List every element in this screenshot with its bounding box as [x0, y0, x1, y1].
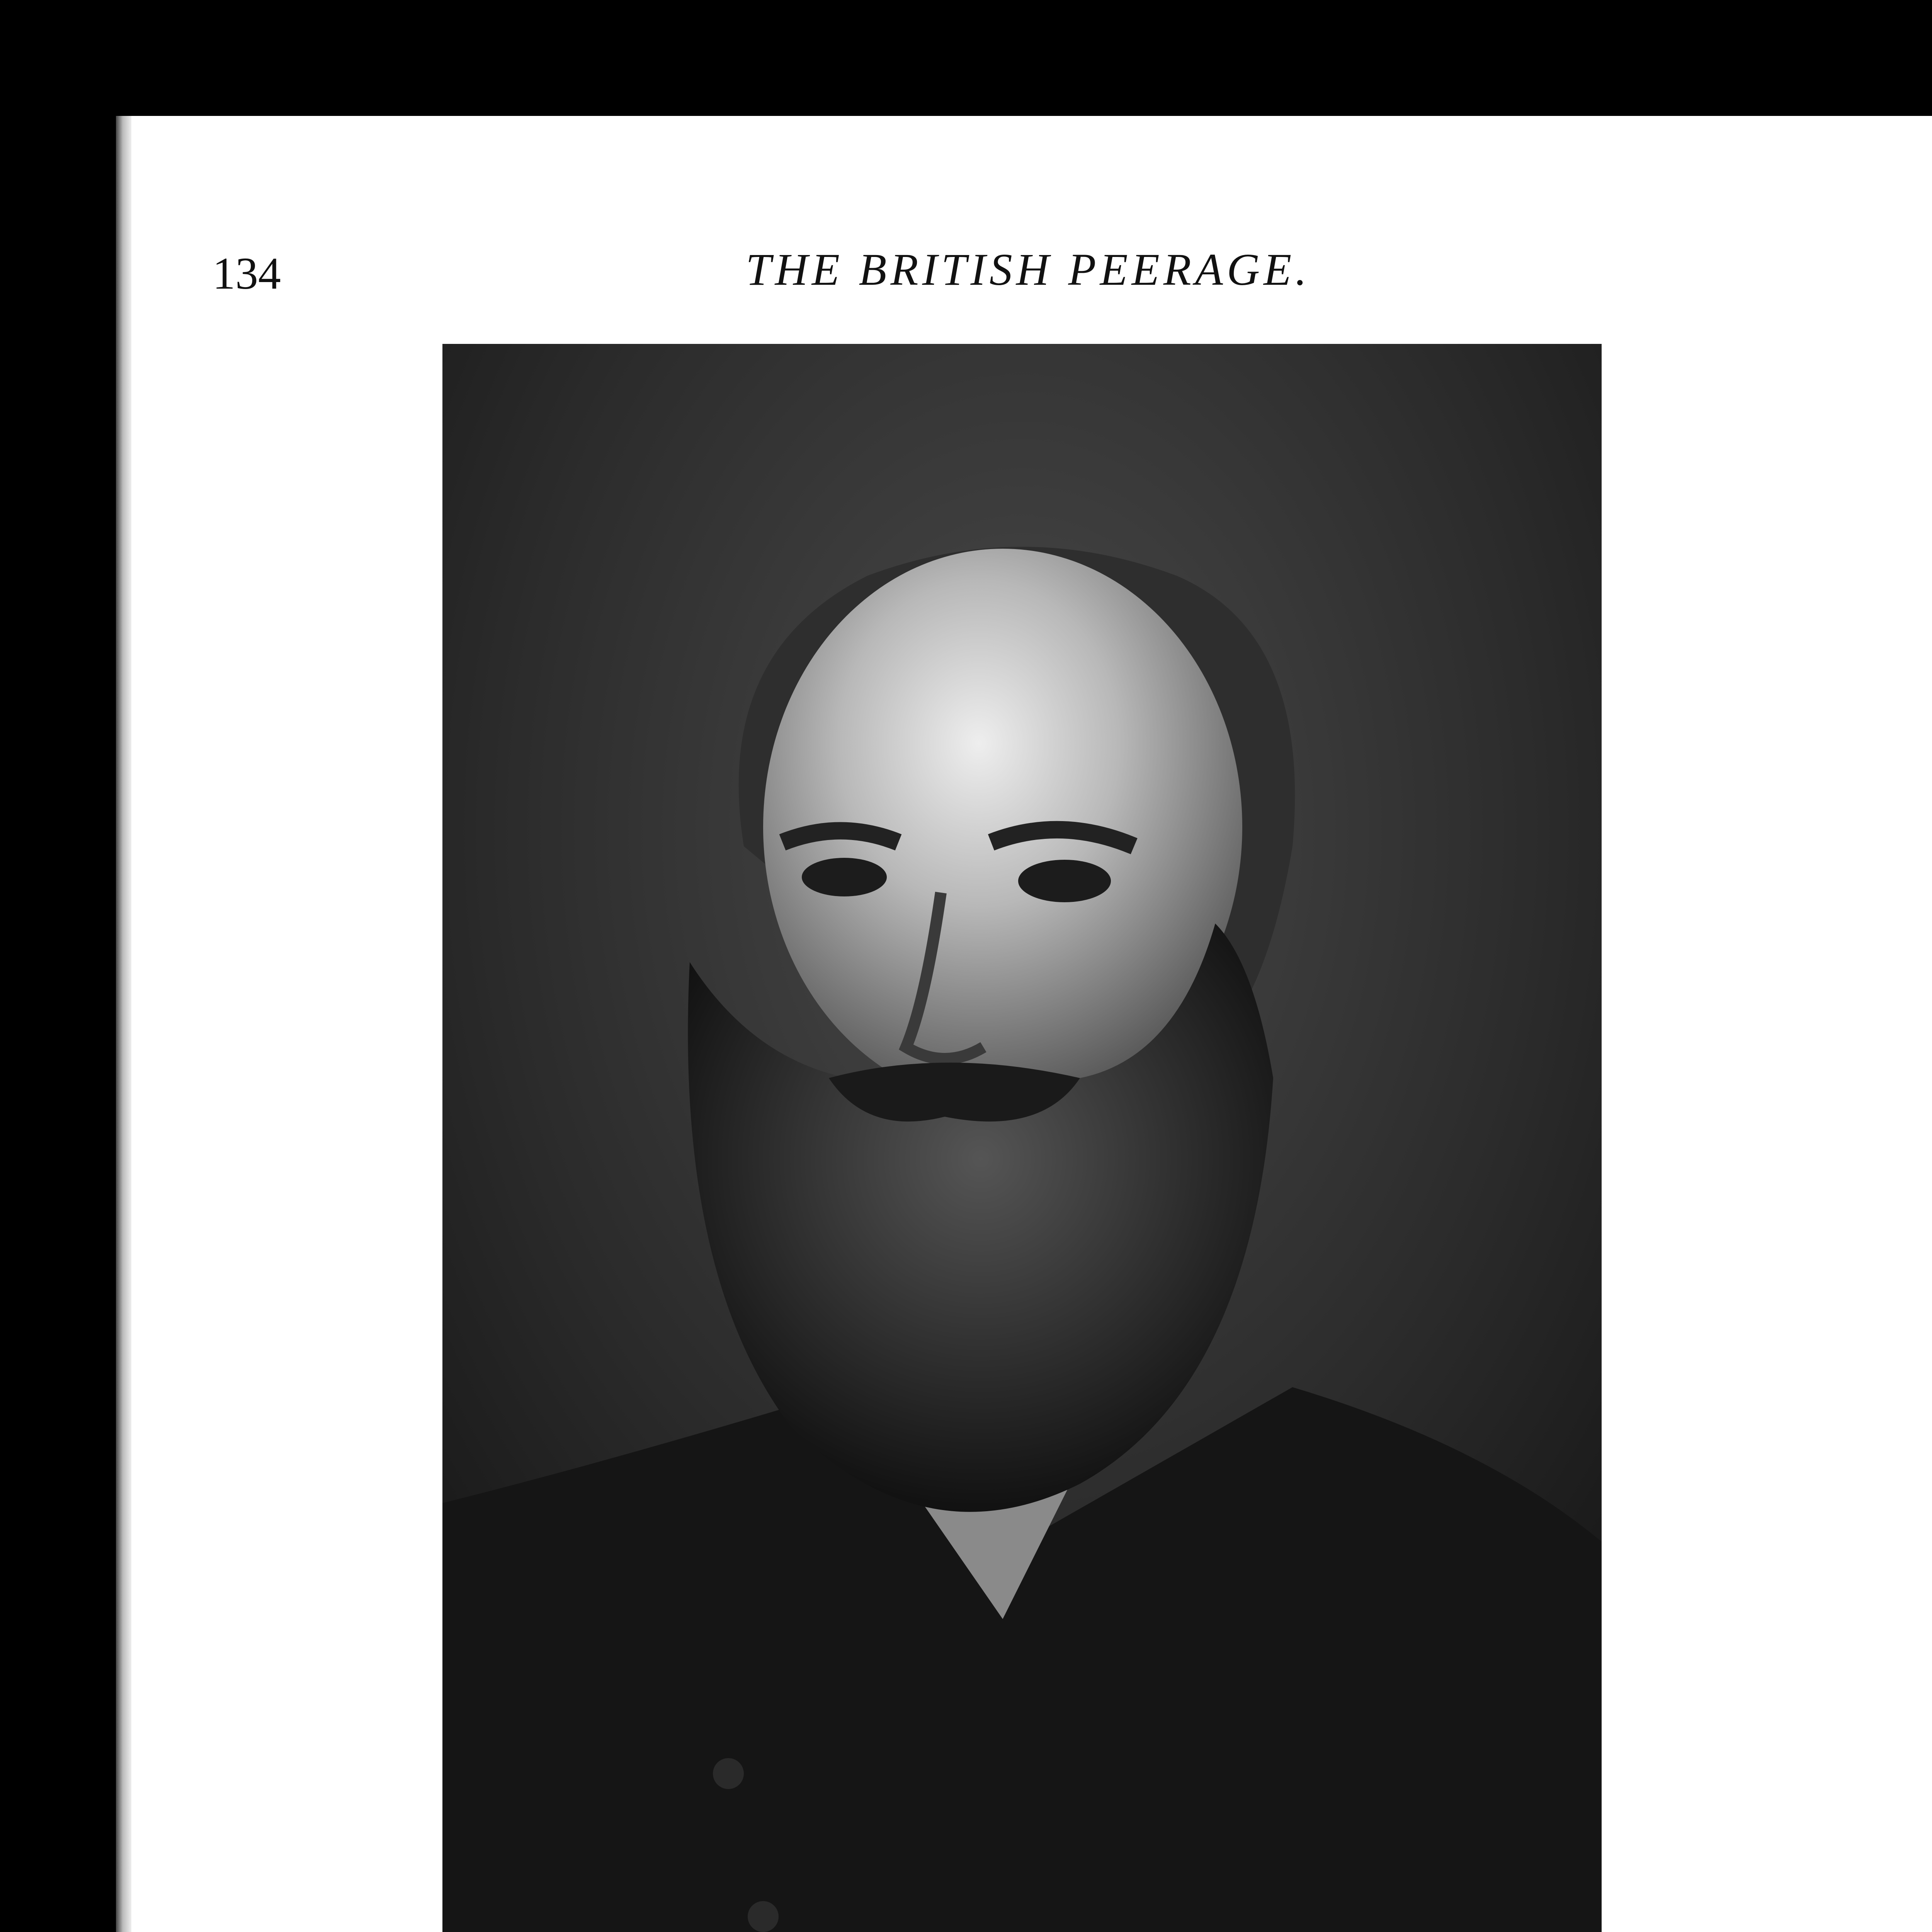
scan-margin-left [0, 0, 116, 1932]
page-binding-edge [116, 116, 131, 1932]
page-number: 134 [213, 248, 281, 299]
portrait-photograph [442, 344, 1602, 1932]
running-head: THE BRITISH PEERAGE. [746, 244, 1311, 295]
